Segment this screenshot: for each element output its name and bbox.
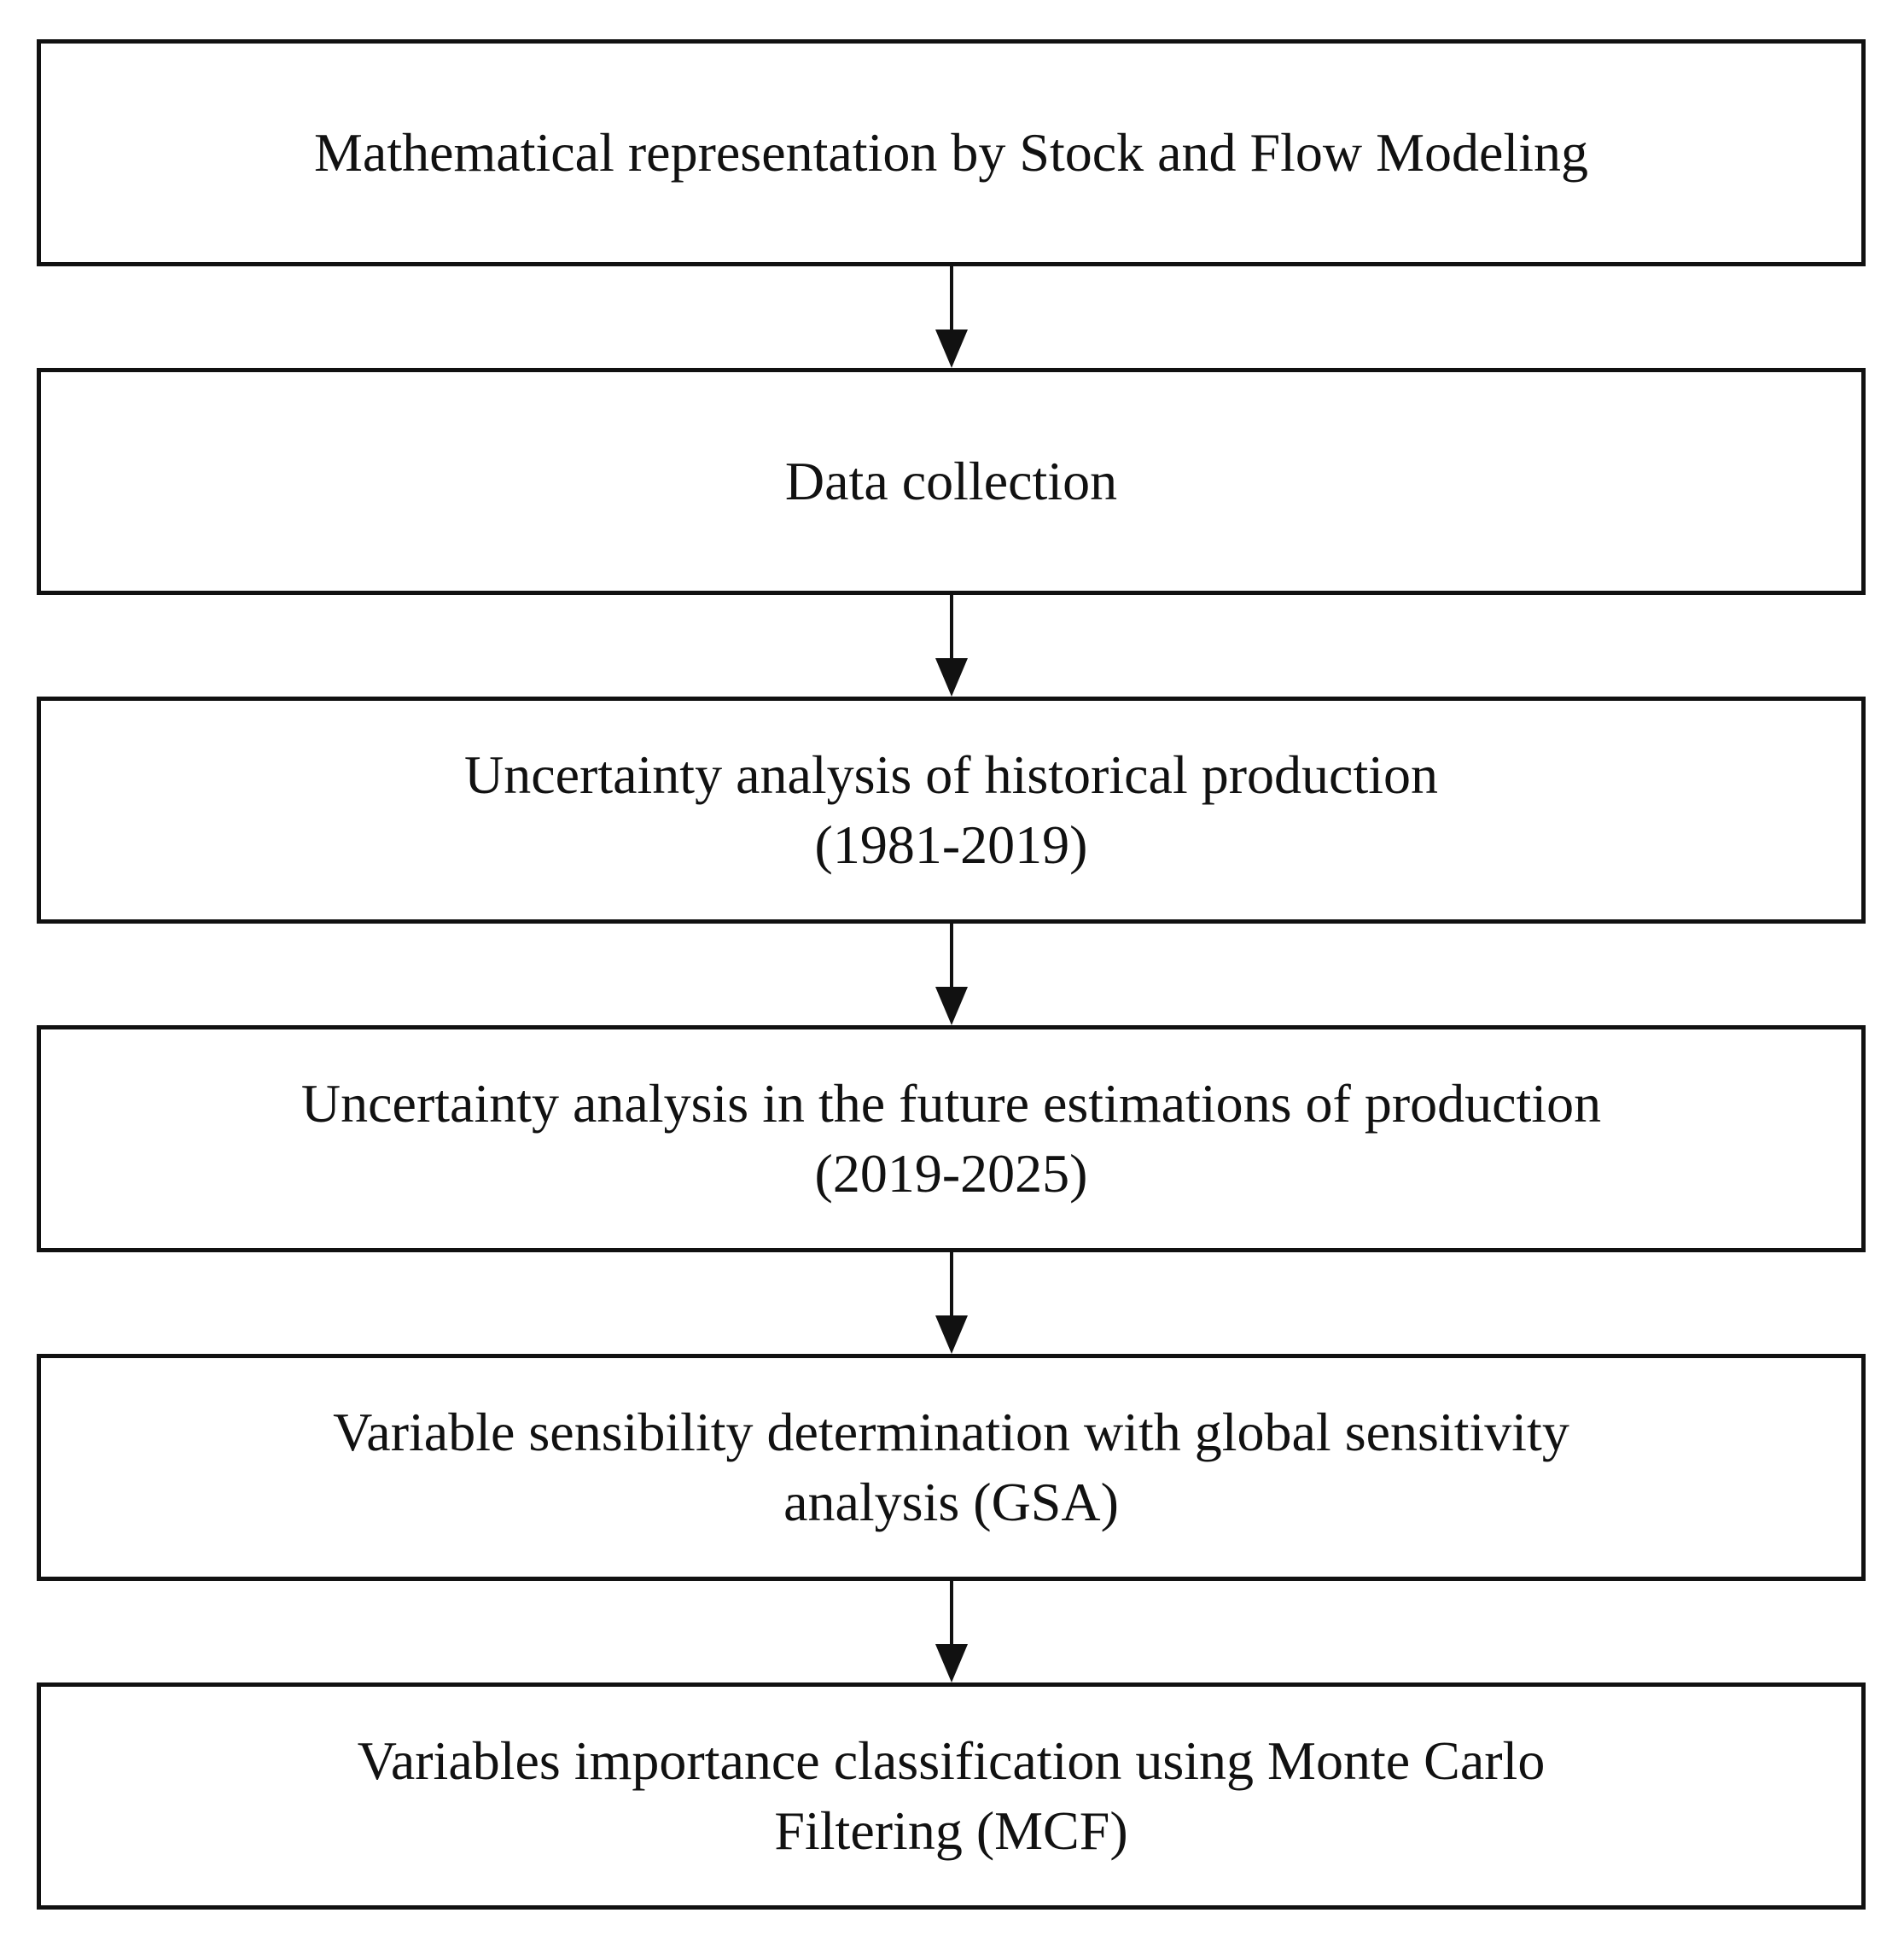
step-box-global-sensitivity-analysis: [37, 1354, 1866, 1581]
flow-arrow-3: [922, 924, 981, 1025]
step-box-future-uncertainty: [37, 1025, 1866, 1252]
step-label-line: analysis (GSA): [783, 1472, 1119, 1532]
step-label: [149, 1069, 1754, 1209]
step-label-line: (1981-2019): [814, 814, 1088, 875]
step-label-line: Data collection: [784, 451, 1118, 511]
step-label-line: Uncertainty analysis in the future estimations of production: [300, 1073, 1602, 1134]
flow-arrow-5: [922, 1581, 981, 1682]
step-label: [149, 1397, 1754, 1537]
step-box-monte-carlo-filtering: [37, 1682, 1866, 1910]
step-box-stock-flow-modeling: [37, 39, 1866, 266]
step-label-line: Variables importance classification using Monte Carlo: [357, 1730, 1546, 1791]
step-label: [149, 1726, 1754, 1866]
step-label-line: (2019-2025): [814, 1143, 1088, 1204]
step-label-line: Filtering (MCF): [774, 1800, 1128, 1861]
step-box-historical-uncertainty: [37, 697, 1866, 924]
flow-arrow-2: [922, 595, 981, 697]
step-label-line: Variable sensibility determination with global sensitivity: [333, 1402, 1569, 1462]
step-label-line: Mathematical representation by Stock and Flow Modeling: [314, 122, 1588, 183]
flow-arrow-4: [922, 1252, 981, 1354]
step-label: [149, 446, 1754, 516]
step-label: [149, 740, 1754, 880]
step-box-data-collection: [37, 368, 1866, 595]
step-label: [149, 118, 1754, 188]
flow-arrow-1: [922, 266, 981, 368]
step-label-line: Uncertainty analysis of historical production: [463, 744, 1439, 805]
